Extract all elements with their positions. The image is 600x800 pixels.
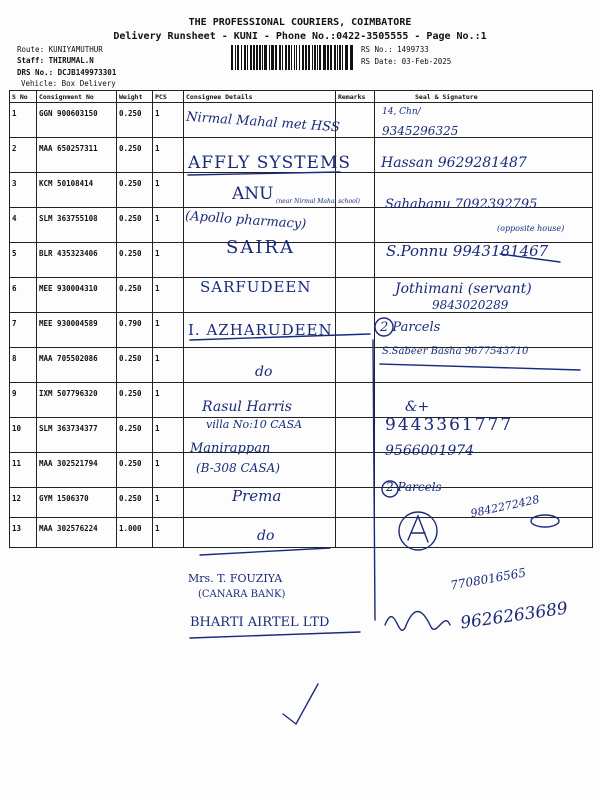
pcs-cell: 1 (153, 138, 184, 173)
runsheet-subtitle: Delivery Runsheet - KUNI - Phone No.:0422-3505555 - Page No.:1 (113, 31, 487, 42)
handwriting-consignee-10: Prema (232, 487, 282, 505)
rs-date-label: RS Date: 03-Feb-2025 (361, 57, 452, 66)
runsheet-title: THE PROFESSIONAL COURIERS, COIMBATORE (188, 17, 412, 28)
weight-cell: 0.790 (117, 313, 153, 348)
consignment-no-cell: MEE 930004310 (37, 278, 117, 313)
rs-no-label: RS No.: 1499733 (361, 45, 429, 54)
sno-cell: 4 (10, 208, 37, 243)
tick-mark-stroke (283, 684, 318, 724)
weight-cell: 0.250 (117, 453, 153, 488)
consignment-no-cell: MEE 930004589 (37, 313, 117, 348)
parcel-circle-stroke (531, 515, 559, 527)
weight-cell: 0.250 (117, 383, 153, 418)
handwriting-signature-10: 2 Parcels (386, 480, 442, 494)
consignment-no-cell: BLR 435323406 (37, 243, 117, 278)
handwriting-consignee-5: SARFUDEEN (200, 278, 312, 296)
handwriting-consignee-4: SAIRA (226, 237, 295, 258)
col-header-weight: Weight (117, 91, 153, 103)
weight-cell: 0.250 (117, 348, 153, 383)
consignment-no-cell: GYM 1506370 (37, 488, 117, 518)
sno-cell: 1 (10, 103, 37, 138)
handwriting-signature-1a: 14, Chn/ (382, 107, 421, 117)
weight-cell: 0.250 (117, 173, 153, 208)
sno-cell: 13 (10, 518, 37, 548)
handwriting-signature-2: Hassan 9629281487 (381, 155, 527, 171)
handwriting-signature-4: S.Ponnu 9943181467 (386, 242, 549, 260)
handwriting-consignee-7: do (255, 364, 273, 380)
sno-cell: 8 (10, 348, 37, 383)
pcs-cell: 1 (153, 173, 184, 208)
sno-cell: 9 (10, 383, 37, 418)
sno-cell: 12 (10, 488, 37, 518)
weight-cell: 0.250 (117, 208, 153, 243)
consignment-no-cell: MAA 302576224 (37, 518, 117, 548)
col-header-pcs: PCS (153, 91, 184, 103)
handwriting-consignee-3b: (Apollo pharmacy) (184, 208, 307, 233)
pcs-cell: 1 (153, 418, 184, 453)
handwriting-signature-6: 2 Parcels (380, 320, 441, 335)
consignment-no-cell: MAA 705502086 (37, 348, 117, 383)
col-header-sno: S No (10, 91, 37, 103)
weight-cell: 0.250 (117, 103, 153, 138)
consignment-no-cell: SLM 363755108 (37, 208, 117, 243)
route-label: Route: KUNIYAMUTHUR (17, 45, 103, 54)
handwriting-signature-5b: 9843020289 (432, 298, 509, 312)
pcs-cell: 1 (153, 313, 184, 348)
vehicle-label: Vehicle: Box Delivery (21, 79, 116, 88)
parcel-circle-stroke (375, 318, 393, 336)
pcs-cell: 1 (153, 208, 184, 243)
underline-stroke (380, 364, 580, 370)
handwriting-consignee-12a: Mrs. T. FOUZIYA (188, 572, 283, 585)
col-header-consignee: Consignee Details (184, 91, 336, 103)
arrow-stroke (500, 254, 560, 262)
col-header-remarks: Remarks (336, 91, 375, 103)
handwriting-consignee-9a: Manirappan (190, 441, 271, 456)
pcs-cell: 1 (153, 488, 184, 518)
handwriting-signature-13: 9626263689 (459, 598, 570, 634)
weight-cell: 0.250 (117, 418, 153, 453)
sno-cell: 10 (10, 418, 37, 453)
underline-stroke (200, 548, 330, 555)
weight-cell: 0.250 (117, 243, 153, 278)
weight-cell: 0.250 (117, 138, 153, 173)
underline-stroke (190, 632, 360, 638)
handwriting-signature-1b: 9345296325 (382, 124, 459, 138)
handwriting-signature-7: S.Sabeer Basha 9677543710 (382, 346, 529, 357)
underline-stroke (188, 172, 340, 175)
consignment-no-cell: IXM 507796320 (37, 383, 117, 418)
pcs-cell: 1 (153, 383, 184, 418)
pcs-cell: 1 (153, 453, 184, 488)
handwriting-consignee-3c: (near Nirmal Mahal school) (276, 198, 361, 205)
sno-cell: 6 (10, 278, 37, 313)
handwriting-consignee-1: Nirmal Mahal met HSS (185, 109, 341, 136)
handwriting-consignee-8a: Rasul Harris (202, 399, 292, 415)
handwriting-signature-9: 9566001974 (385, 443, 475, 459)
weight-cell: 1.000 (117, 518, 153, 548)
consignment-no-cell: GGN 900603150 (37, 103, 117, 138)
handwriting-consignee-13: BHARTI AIRTEL LTD (190, 615, 330, 630)
sno-cell: 3 (10, 173, 37, 208)
handwriting-signature-11: 9842272428 (469, 492, 541, 521)
handwriting-consignee-6: I. AZHARUDEEN (188, 321, 333, 339)
col-header-signature: Seal & Signature (375, 91, 593, 103)
sno-cell: 2 (10, 138, 37, 173)
pcs-cell: 1 (153, 348, 184, 383)
underline-stroke (190, 334, 370, 340)
weight-cell: 0.250 (117, 488, 153, 518)
parcel-circle-stroke (382, 481, 398, 497)
sno-cell: 5 (10, 243, 37, 278)
pcs-cell: 1 (153, 243, 184, 278)
handwriting-consignee-8b: villa No:10 CASA (206, 418, 303, 431)
signature-scribble-stroke (385, 612, 450, 631)
pcs-cell: 1 (153, 518, 184, 548)
handwriting-signature-8b: 9443361777 (385, 415, 514, 435)
pcs-cell: 1 (153, 278, 184, 313)
handwriting-consignee-12b: (CANARA BANK) (198, 589, 286, 600)
sno-cell: 11 (10, 453, 37, 488)
consignment-no-cell: MAA 302521794 (37, 453, 117, 488)
col-header-consignment: Consignment No (37, 91, 117, 103)
handwriting-signature-3: Sahabanu 7092392795 (385, 197, 538, 212)
handwriting-consignee-11: do (257, 528, 275, 544)
handwriting-consignee-2: AFFLY SYSTEMS (188, 153, 352, 173)
pcs-cell: 1 (153, 103, 184, 138)
handwriting-consignee-9b: (B-308 CASA) (196, 461, 280, 475)
staff-label: Staff: THIRUMAL.N (17, 56, 94, 65)
handwriting-signature-5a: Jothimani (servant) (395, 281, 532, 297)
drs-label: DRS No.: DCJB149973301 (17, 68, 117, 77)
handwriting-signature-8a: &+ (405, 399, 430, 415)
consignment-no-cell: MAA 650257311 (37, 138, 117, 173)
consignment-no-cell: KCM 50108414 (37, 173, 117, 208)
weight-cell: 0.250 (117, 278, 153, 313)
handwriting-signature-12: 7708016565 (449, 565, 527, 593)
handwriting-signature-4-note: (opposite house) (497, 224, 565, 233)
consignment-no-cell: SLM 363734377 (37, 418, 117, 453)
seal-inner-stroke (408, 516, 428, 542)
margin-line-stroke (373, 340, 375, 620)
sno-cell: 7 (10, 313, 37, 348)
handwriting-consignee-3a: ANU (232, 184, 274, 204)
